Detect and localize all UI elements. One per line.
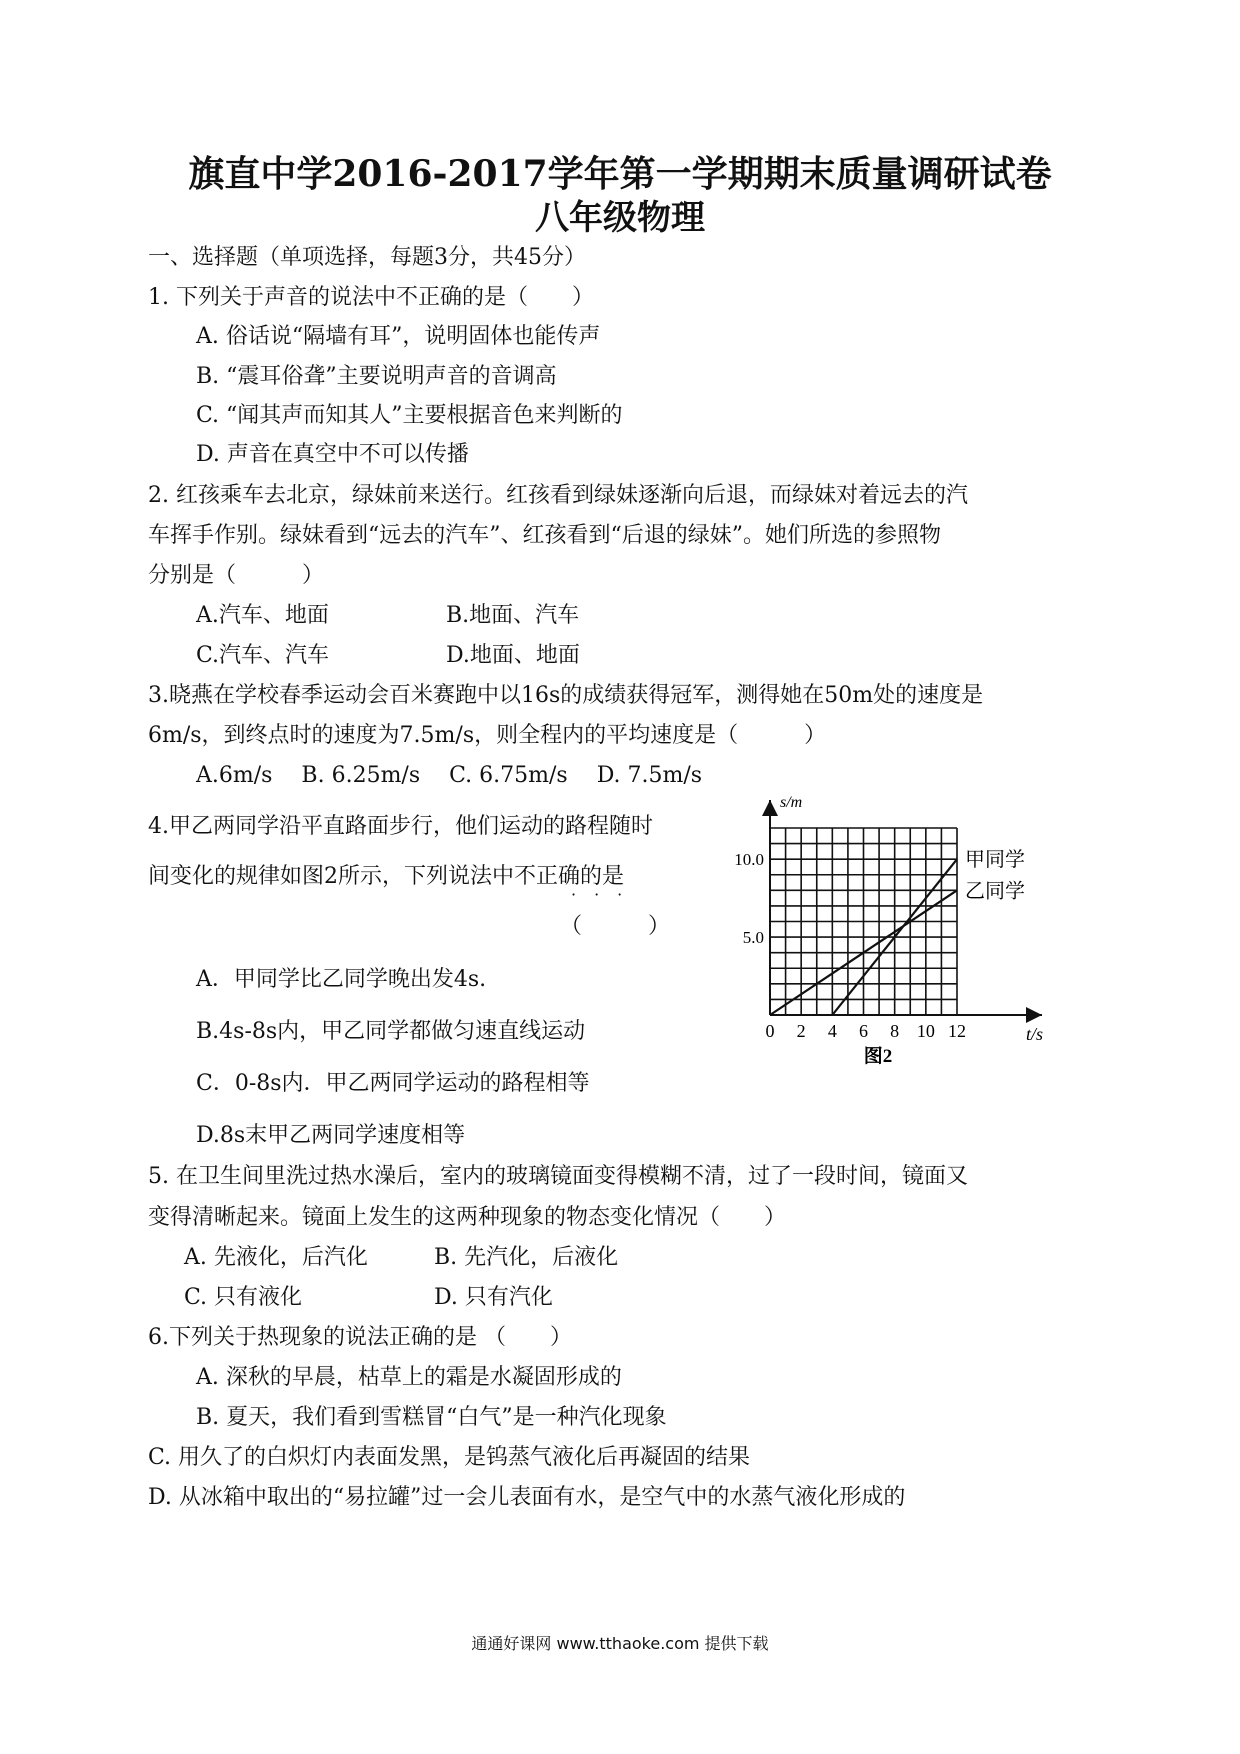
q5-option-c: C. 只有液化 (184, 1285, 303, 1310)
q2-stem-line1: 2. 红孩乘车去北京，绿妹前来送行。红孩看到绿妹逐渐向后退，而绿妹对着远去的汽 (148, 483, 968, 508)
y-axis-label: s/m (780, 794, 803, 811)
y-tick-label: 5.0 (742, 928, 764, 948)
x-tick-label: 8 (890, 1021, 900, 1041)
q4-option-b: B.4s-8s内，甲乙同学都做匀速直线运动 (196, 1019, 586, 1044)
q4-answer-bracket: （ ） (560, 914, 671, 939)
q2-option-b: B.地面、汽车 (446, 603, 580, 628)
x-tick-label: 6 (859, 1021, 868, 1041)
q6-stem: 6.下列关于热现象的说法正确的是 （ ） (148, 1325, 572, 1350)
legend-label-yi: 乙同学 (965, 880, 1025, 903)
x-tick-label: 4 (827, 1021, 837, 1041)
q5-option-a: A. 先液化，后汽化 (184, 1245, 368, 1270)
q5-option-b: B. 先汽化，后液化 (434, 1245, 619, 1270)
q1-option-d: D. 声音在真空中不可以传播 (196, 442, 469, 467)
page-title: 旗直中学2016-2017学年第一学期期末质量调研试卷 (188, 153, 1052, 195)
x-tick-label: 2 (796, 1021, 806, 1041)
q4-emphasis-dots: ··· (571, 885, 641, 904)
q2-stem-line3: 分别是（ ） (148, 563, 325, 588)
q2-stem-line2: 车挥手作别。绿妹看到“远去的汽车”、红孩看到“后退的绿妹”。她们所选的参照物 (148, 523, 941, 548)
q1-option-a: A. 俗话说“隔墙有耳”，说明固体也能传声 (196, 324, 601, 349)
section-heading: 一、选择题（单项选择，每题3分，共45分） (148, 245, 586, 270)
q4-stem-line2: 间变化的规律如图2所示，下列说法中不正确的是 (148, 864, 624, 889)
figure-caption: 图2 (863, 1046, 893, 1067)
x-axis-label: t/s (1026, 1024, 1044, 1044)
q4-option-d: D.8s末甲乙两同学速度相等 (196, 1123, 466, 1148)
q2-option-a: A.汽车、地面 (196, 603, 329, 628)
q6-option-d: D. 从冰箱中取出的“易拉罐”过一会儿表面有水，是空气中的水蒸气液化形成的 (148, 1485, 906, 1510)
x-tick-label: 10 (916, 1021, 935, 1041)
legend-label-jia: 甲同学 (965, 849, 1025, 872)
q1-option-c: C. “闻其声而知其人”主要根据音色来判断的 (196, 403, 623, 428)
q5-option-d: D. 只有汽化 (434, 1285, 553, 1310)
q2-option-c: C.汽车、汽车 (196, 643, 330, 668)
chart-grid (770, 828, 957, 1015)
q1-stem: 1. 下列关于声音的说法中不正确的是（ ） (148, 285, 594, 310)
x-tick-label: 0 (765, 1021, 775, 1041)
q4-option-c: C．0-8s内．甲乙两同学运动的路程相等 (196, 1071, 590, 1096)
q6-option-a: A. 深秋的早晨，枯草上的霜是水凝固形成的 (196, 1365, 622, 1390)
q6-option-c: C. 用久了的白炽灯内表面发黑，是钨蒸气液化后再凝固的结果 (148, 1445, 751, 1470)
y-tick-label: 10.0 (734, 850, 764, 870)
q3-stem-line2: 6m/s，到终点时的速度为7.5m/s，则全程内的平均速度是（ ） (148, 723, 827, 748)
q6-option-b: B. 夏天，我们看到雪糕冒“白气”是一种汽化现象 (196, 1405, 667, 1430)
page-subtitle: 八年级物理 (535, 198, 705, 238)
q2-option-d: D.地面、地面 (446, 643, 580, 668)
q1-option-b: B. “震耳俗聋”主要说明声音的音调高 (196, 364, 557, 389)
q4-option-a: A．甲同学比乙同学晚出发4s. (196, 967, 487, 992)
q5-stem-line2: 变得清晰起来。镜面上发生的这两种现象的物态变化情况（ ） (148, 1205, 787, 1230)
q3-options: A.6m/s B. 6.25m/s C. 6.75m/s D. 7.5m/s (196, 763, 703, 788)
footer-source: 通通好课网 www.tthaoke.com 提供下载 (471, 1634, 769, 1653)
q3-stem-line1: 3.晓燕在学校春季运动会百米赛跑中以16s的成绩获得冠军，测得她在50m处的速度是 (148, 683, 984, 708)
q4-stem-line1: 4.甲乙两同学沿平直路面步行，他们运动的路程随时 (148, 814, 653, 839)
x-tick-label: 12 (948, 1021, 966, 1041)
q5-stem-line1: 5. 在卫生间里洗过热水澡后，室内的玻璃镜面变得模糊不清，过了一段时间，镜面又 (148, 1164, 968, 1189)
figure-2-chart (720, 790, 1080, 1080)
